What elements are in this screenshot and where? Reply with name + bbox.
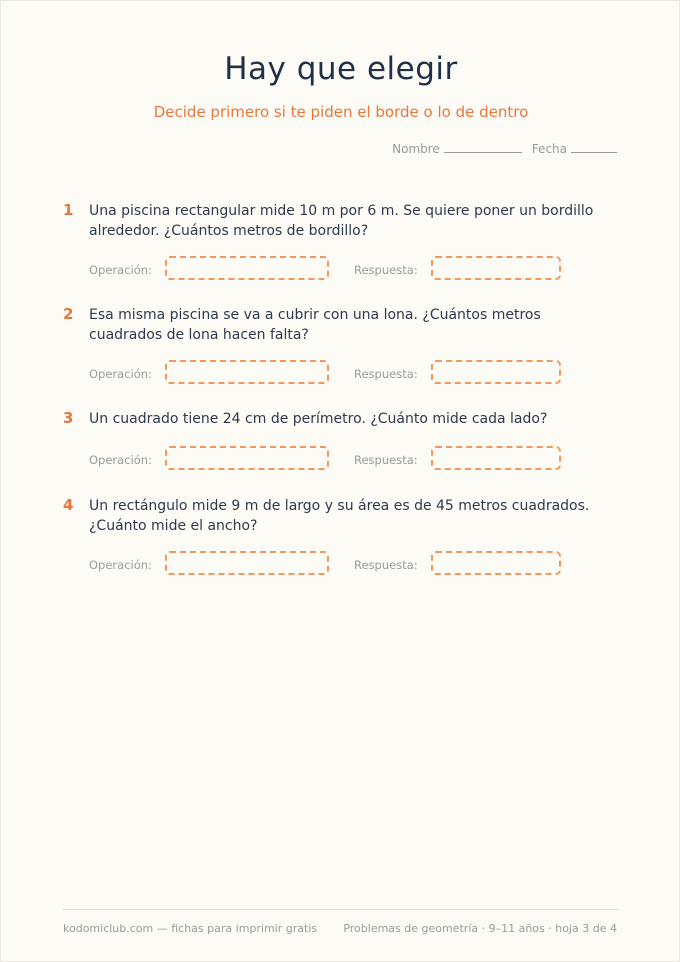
operation-box[interactable]: [165, 446, 329, 470]
answer-label: Respuesta:: [354, 558, 418, 572]
operation-box[interactable]: [165, 256, 329, 280]
date-label: Fecha: [531, 142, 567, 156]
footer-sheet-info: Problemas de geometría · 9–11 años · hoja 3 de 4: [343, 922, 617, 935]
name-date-fields: [392, 140, 617, 156]
answer-label: Respuesta:: [354, 453, 418, 467]
operation-label: Operación:: [89, 367, 152, 381]
footer-site-link[interactable]: kodomiclub.com — fichas para imprimir gratis: [63, 922, 318, 935]
answer-row: [89, 256, 569, 284]
operation-label: Operación:: [89, 558, 152, 572]
operation-box[interactable]: [165, 551, 329, 575]
answer-box[interactable]: [431, 360, 561, 384]
problem-text: Un rectángulo mide 9 m de largo y su área es de 45 metros cuadrados. ¿Cuánto mide el ancho?: [89, 498, 590, 534]
page-subtitle: Decide primero si te piden el borde o lo de dentro: [153, 103, 529, 121]
problem-number: 2: [63, 305, 74, 323]
answer-row: [89, 446, 569, 474]
problem-1: [63, 201, 623, 291]
answer-row: [89, 360, 569, 388]
date-line: [571, 140, 617, 153]
page-title: Hay que elegir: [224, 51, 458, 87]
answer-label: Respuesta:: [354, 263, 418, 277]
date-field[interactable]: [532, 140, 617, 156]
answer-row: [89, 551, 569, 579]
problem-2: [63, 305, 623, 395]
problem-text: Una piscina rectangular mide 10 m por 6 m. Se quiere poner un bordillo alrededor. ¿Cuántos metros de bordillo?: [89, 203, 594, 239]
problem-4: [63, 496, 623, 586]
operation-label: Operación:: [89, 453, 152, 467]
problem-text: Un cuadrado tiene 24 cm de perímetro. ¿Cuánto mide cada lado?: [89, 411, 548, 427]
problem-number: 3: [63, 409, 74, 427]
problem-text: Esa misma piscina se va a cubrir con una lona. ¿Cuántos metros cuadrados de lona hacen falta?: [89, 307, 541, 343]
name-line: [444, 140, 522, 153]
answer-label: Respuesta:: [354, 367, 418, 381]
name-field[interactable]: [392, 140, 522, 156]
answer-box[interactable]: [431, 446, 561, 470]
problem-3: [63, 409, 623, 479]
problem-number: 1: [63, 201, 74, 219]
answer-box[interactable]: [431, 551, 561, 575]
name-label: Nombre: [392, 142, 440, 156]
answer-box[interactable]: [431, 256, 561, 280]
problem-number: 4: [63, 496, 74, 514]
footer-divider: [63, 909, 619, 910]
operation-box[interactable]: [165, 360, 329, 384]
operation-label: Operación:: [89, 263, 152, 277]
